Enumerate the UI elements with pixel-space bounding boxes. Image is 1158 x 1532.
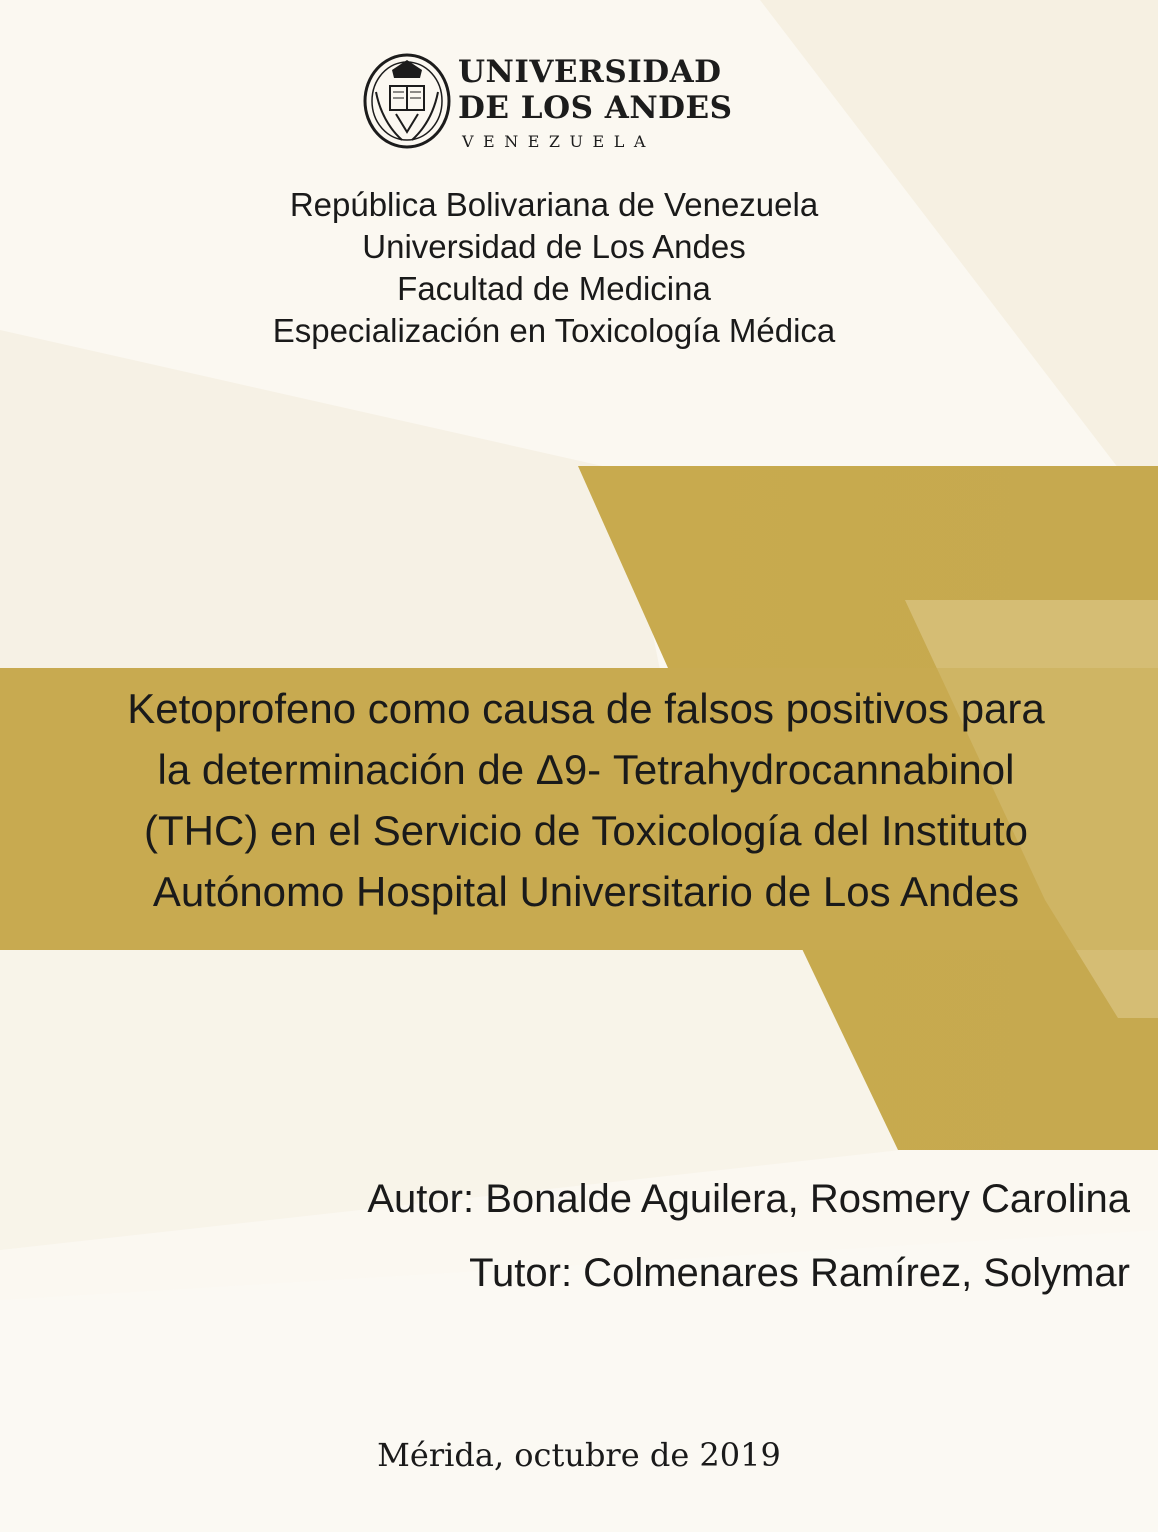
place-date-text: Mérida, octubre de 2019 — [377, 1436, 781, 1474]
place-date — [0, 1436, 1158, 1474]
logo-text-line2: DE LOS ANDES — [458, 90, 733, 126]
logo-text-line1: UNIVERSIDAD — [458, 54, 722, 90]
institution-block — [0, 184, 1158, 352]
title-line: (THC) en el Servicio de Toxicología del Instituto — [144, 807, 1028, 854]
institution-line: Especialización en Toxicología Médica — [272, 312, 836, 349]
tutor-line: Tutor: Colmenares Ramírez, Solymar — [469, 1251, 1130, 1295]
university-logo — [362, 52, 742, 152]
title-line: Ketoprofeno como causa de falsos positivos para — [127, 685, 1045, 732]
institution-line: Universidad de Los Andes — [362, 228, 746, 265]
title-line: Autónomo Hospital Universitario de Los Andes — [152, 868, 1020, 915]
thesis-title — [0, 678, 1158, 922]
title-line: la determinación de Δ9- Tetrahydrocannabinol — [157, 746, 1015, 793]
institution-line: Facultad de Medicina — [397, 270, 711, 307]
institution-line: República Bolivariana de Venezuela — [289, 186, 819, 223]
logo-text-country: VENEZUELA — [462, 132, 655, 151]
university-seal-icon — [362, 52, 452, 150]
authors-block — [367, 1177, 1130, 1295]
author-line: Autor: Bonalde Aguilera, Rosmery Carolina — [367, 1177, 1130, 1221]
